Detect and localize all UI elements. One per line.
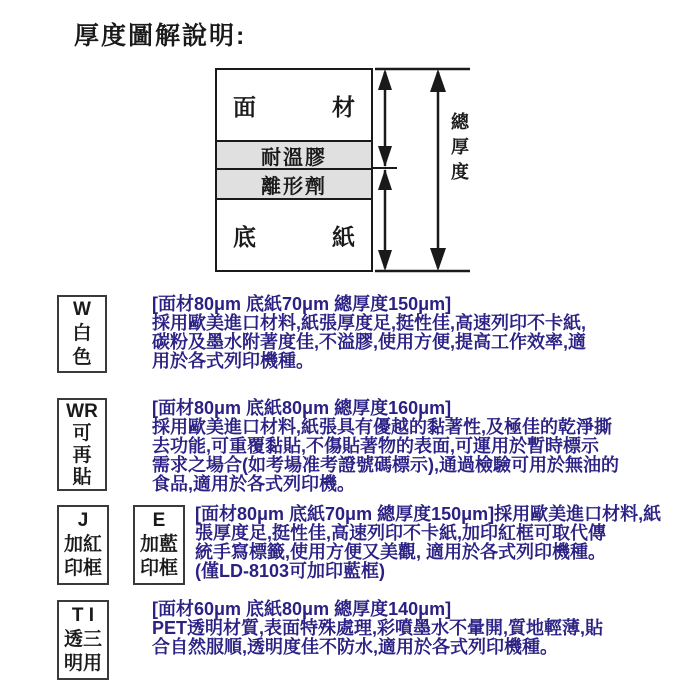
layer-stack-diagram [215,68,373,272]
wr-spec-header: [面材80μm 底紙80μm 總厚度160μm] [152,398,452,418]
layer-thickness-arrow-upper [378,69,392,167]
w-desc-line: 碳粉及墨水附著度佳,不溢膠,使用方便,提高工作效率,適 [152,332,587,352]
w-spec-header: [面材80μm 底紙70μm 總厚度150μm] [152,294,452,314]
type-box-w [57,295,107,373]
type-code-w: W [73,299,91,320]
page-title: 厚度圖解說明: [74,22,247,50]
w-desc-line: 採用歐美進口材料,紙張厚度足,挺性佳,高速列印不卡紙, [152,313,587,333]
type-label-w-2: 色 [72,347,92,368]
layer-face-material [217,70,371,140]
je-desc-line: (僅LD-8103可加印藍框) [195,561,386,581]
ti-spec-header: [面材60μm 底紙80μm 總厚度140μm] [152,599,452,619]
type-label-e-1: 加藍 [139,534,178,555]
wr-desc-line: 需求之場合(如考場准考證號碼標示),通過檢驗可用於無油的 [152,455,619,475]
type-box-j [57,505,109,585]
je-spec-header: [面材80μm 底紙70μm 總厚度150μm]採用歐美進口材料,紙 [195,504,662,524]
type-label-e-2: 印框 [139,558,178,579]
je-desc-line: 統手寫標籤,使用方便又美觀, 適用於各式列印機種。 [195,542,607,562]
wr-description [152,399,619,494]
base-paper-char-left: 底 [233,223,256,250]
type-code-wr: WR [66,400,98,422]
type-label-wr-3: 貼 [72,466,92,488]
wr-desc-line: 採用歐美進口材料,紙張具有優越的黏著性,及極佳的乾淨撕 [152,417,612,437]
layer-adhesive: 耐溫膠 [217,140,371,170]
total-thickness-arrow [430,69,446,271]
type-label-w-1: 白 [72,323,92,344]
ti-description [152,600,603,657]
type-label-j-1: 加紅 [63,534,102,555]
je-desc-line: 張厚度足,挺性佳,高速列印不卡紙,加印紅框可取代傳 [195,523,607,543]
type-box-ti [57,600,109,680]
type-label-ti-1: 透三 [63,629,102,650]
w-description [152,295,586,371]
je-description [195,505,661,581]
w-desc-line: 用於各式列印機種。 [152,351,314,371]
wr-desc-line: 食品,適用於各式列印機。 [152,474,355,494]
type-label-j-2: 印框 [63,558,102,579]
type-code-e: E [152,510,166,531]
face-material-char-left: 面 [233,93,256,120]
wr-desc-line: 去功能,可重覆黏貼,不傷貼著物的表面,可運用於暫時標示 [152,436,600,456]
type-box-e [133,505,185,585]
layer-thickness-arrow-lower [378,169,392,271]
layer-release-agent: 離形劑 [217,170,371,200]
ti-desc-line: 合自然服順,透明度佳不防水,適用於各式列印機種。 [152,637,558,657]
type-label-ti-2: 明用 [63,653,102,674]
base-paper-char-right: 紙 [332,223,355,250]
type-label-wr-1: 可 [72,422,92,444]
type-label-wr-2: 再 [72,444,92,466]
type-code-j: J [77,510,89,531]
layer-base-paper [217,200,371,270]
type-box-wr [57,398,107,491]
ti-desc-line: PET透明材質,表面特殊處理,彩噴墨水不暈開,質地輕薄,貼 [152,618,604,638]
face-material-char-right: 材 [332,93,355,120]
type-code-ti: T I [71,605,95,626]
total-thickness-label: 總厚度 [449,112,469,187]
